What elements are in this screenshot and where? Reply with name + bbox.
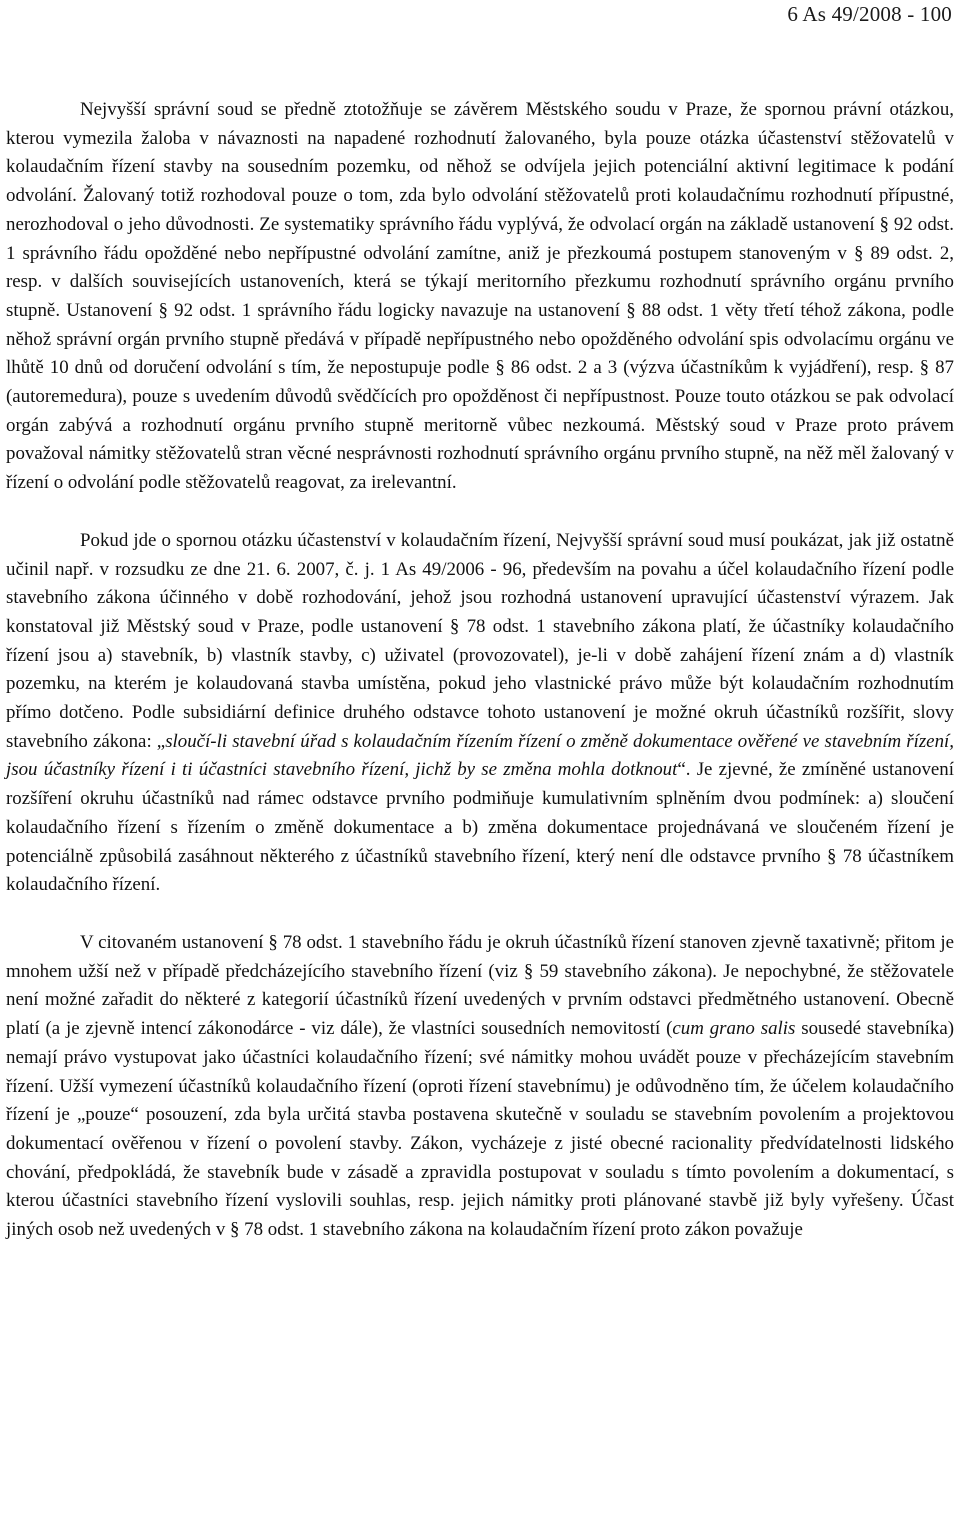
paragraph-3-text-start: V citovaném ustanovení § 78 odst. 1 stavebního řádu je okruh účastníků řízení stanoven zjevně taxativně; přitom je mnohem užší než v případě předcházejícího stavebního řízení (viz § 59 stavebního zákona). Je nepochybné, že stěžovatele není možné zařadit do některé z kategorií účastníků řízení uvedených v prvním odstavci předmětného ustanovení. Obecně platí (a je zjevně intencí zákonodárce - viz dále), že vlastníci sousedních nemovitostí ( bbox=[6, 931, 954, 1040]
paragraph-2 bbox=[6, 527, 954, 900]
paragraph-3-text-end: sousedé stavebníka) nemají právo vystupovat jako účastníci kolaudačního řízení; své námitky mohou uvádět pouze v přecházejícím stavebním řízení. Užší vymezení účastníků kolaudačního řízení (oproti řízení stavebnímu) je odůvodněno tím, že účelem kolaudačního řízení je „pouze“ posouzení, zda byla určitá stavba postavena skutečně v souladu se stavebním povolením a projektovou dokumentací ověřenou v řízení o povolení stavby. Zákon, vycházeje z jisté obecné racionality předvídatelnosti lidského chování, předpokládá, že stavebník bude v zásadě a zpravidla postupovat v souladu s tímto povolením a dokumentací, s kterou účastníci stavebního řízení vyslovili souhlas, resp. jejich námitky proti plánované stavbě již byly vyřešeny. Účast jiných osob než uvedených v § 78 odst. 1 stavebního zákona na kolaudačním řízení proto zákon považuje bbox=[6, 1018, 955, 1241]
paragraph-2-quotation: sloučí-li stavební úřad s kolaudačním řízením řízení o změně dokumentace ověřené ve stavebním řízení, jsou účastníky řízení i ti účastníci stavebního řízení, jichž by se změna mohla dotknout bbox=[6, 730, 954, 781]
case-number-header: 6 As 49/2008 - 100 bbox=[787, 2, 952, 26]
paragraph-1-text: Nejvyšší správní soud se předně ztotožňuje se závěrem Městského soudu v Praze, že spornou právní otázkou, kterou vymezila žaloba v návaznosti na napadené rozhodnutí žalovaného, byla pouze otázka účastenství stěžovatelů v kolaudačním řízení stavby na sousedním pozemku, od něhož se odvíjela jejich potenciální aktivní legitimace k podání odvolání. Žalovaný totiž rozhodoval pouze o tom, zda bylo odvolání stěžovatelů proti kolaudačnímu rozhodnutí přípustné, nerozhodoval o jeho důvodnosti. Ze systematiky správního řádu vyplývá, že odvolací orgán na základě ustanovení § 92 odst. 1 správního řádu opožděné nebo nepřípustné odvolání zamítne, aniž je přezkoumá postupem stanoveným v § 89 odst. 2, resp. v dalších souvisejících ustanoveních, která se týkají meritorního přezkumu rozhodnutí správního orgánu prvního stupně. Ustanovení § 92 odst. 1 správního řádu logicky navazuje na ustanovení § 88 odst. 1 věty třetí téhož zákona, podle něhož správní orgán prvního stupně předává v případě nepřípustného nebo opožděného odvolání spis odvolacímu orgánu ve lhůtě 10 dnů od doručení odvolání s tím, že nepostupuje podle § 86 odst. 2 a 3 (výzva účastníkům k vyjádření), resp. § 87 (autoremedura), pouze s uvedením důvodů svědčících pro opožděnost či nepřípustnost. Pouze touto otázkou se pak odvolací orgán zabývá a rozhodnutí orgánu prvního stupně meritorně vůbec nezkoumá. Městský soud v Praze proto právem považoval námitky stěžovatelů stran věcné nesprávnosti rozhodnutí správního orgánu prvního stupně, na něž měl žalovaný v řízení o odvolání podle stěžovatelů reagovat, za irelevantní. bbox=[6, 99, 954, 494]
paragraph-1 bbox=[6, 96, 954, 498]
document-body bbox=[6, 96, 954, 1245]
paragraph-3 bbox=[6, 929, 954, 1245]
paragraph-2-text-end: “. Je zjevné, že zmíněné ustanovení rozšíření okruhu účastníků nad rámec odstavce prvního podmiňuje kumulativním splněním dvou podmínek: a) sloučení kolaudačního řízení s řízením o změně dokumentace a b) změna dokumentace projednávaná ve sloučeném řízení je potenciálně způsobilá zasáhnout některého z účastníků stavebního řízení, který není dle odstavce prvního § 78 účastníkem kolaudačního řízení. bbox=[6, 759, 954, 896]
paragraph-2-text-start: Pokud jde o spornou otázku účastenství v kolaudačním řízení, Nejvyšší správní soud musí poukázat, jak již ostatně učinil např. v rozsudku ze dne 21. 6. 2007, č. j. 1 As 49/2006 - 96, především na povahu a účel kolaudačního řízení podle stavebního zákona účinného v době rozhodování, jehož jsou rozhodná ustanovení upravující účastenství výrazem. Jak konstatoval již Městský soud v Praze, podle ustanovení § 78 odst. 1 stavebního zákona platí, že účastníky kolaudačního řízení jsou a) stavebník, b) vlastník stavby, c) uživatel (provozovatel), je-li v době zahájení řízení znám a d) vlastník pozemku, na kterém je kolaudovaná stavba umístěna, pokud jeho vlastnické právo může být kolaudačním rozhodnutím přímo dotčeno. Podle subsidiární definice druhého odstavce tohoto ustanovení je možné okruh účastníků rozšířit, slovy stavebního zákona: „ bbox=[6, 529, 954, 752]
paragraph-3-latin-phrase: cum grano salis bbox=[672, 1018, 796, 1040]
